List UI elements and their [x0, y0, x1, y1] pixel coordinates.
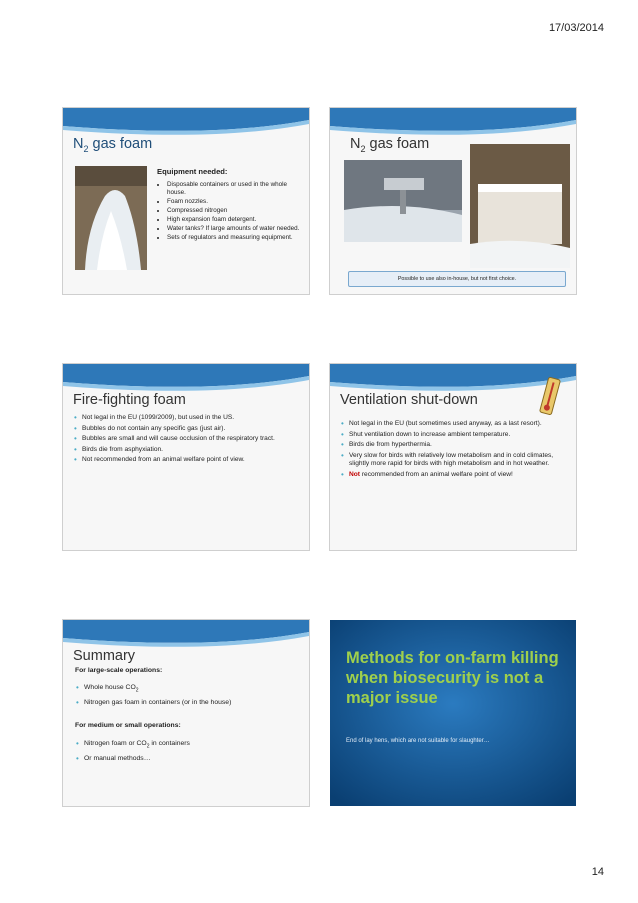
equipment-item: • Disposable containers or used in the whole house.	[167, 181, 305, 197]
equipment-item: • High expansion foam detergent.	[167, 216, 305, 224]
slide-header-swoosh	[330, 108, 576, 138]
slide-header-swoosh	[63, 620, 309, 650]
list-item: • Bubbles are small and will cause occlusion of the respiratory tract.	[73, 435, 303, 444]
medium-small-heading: For medium or small operations:	[75, 722, 181, 729]
list-item: • Birds die from hyperthermia.	[340, 441, 570, 450]
list-item: • Shut ventilation down to increase ambient temperature.	[340, 431, 570, 440]
foam-nozzle-photo	[344, 160, 462, 242]
large-scale-list	[75, 684, 231, 712]
slide-n2-gas-foam-photos	[330, 108, 576, 294]
bullet-list	[340, 420, 570, 482]
list-item: • Not legal in the EU (1099/2009), but used in the US.	[73, 414, 303, 423]
list-item-emphasis: • Not recommended from an animal welfare point of view!	[340, 471, 570, 480]
foam-pouring-photo	[75, 166, 147, 270]
slide-title: Summary	[73, 648, 136, 664]
slide-title: Ventilation shut-down	[340, 392, 478, 408]
slide-n2-gas-foam-equipment	[63, 108, 309, 294]
section-title: Methods for on-farm killing when biosecurity is not a major issue	[346, 649, 559, 707]
slide-ventilation-shut-down	[330, 364, 576, 550]
slide-title: $N_2$ gas foam	[73, 136, 153, 154]
slide-title: $N_2$ gas foam	[350, 136, 430, 154]
slide-section-title	[330, 620, 576, 806]
equipment-item: • Sets of regulators and measuring equipment.	[167, 234, 305, 242]
slide-title: Fire-fighting foam	[73, 392, 186, 408]
slide-header-swoosh	[63, 108, 309, 138]
equipment-heading: Equipment needed:	[157, 167, 228, 176]
large-scale-heading: For large-scale operations:	[75, 667, 163, 674]
slide-fire-fighting-foam	[63, 364, 309, 550]
list-item: • Bubbles do not contain any specific gas (just air).	[73, 425, 303, 434]
list-item: • Or manual methods…	[75, 755, 190, 763]
bullet-list	[73, 414, 303, 467]
list-item: • Not legal in the EU (but sometimes used anyway, as a last resort).	[340, 420, 570, 429]
page-number: 14	[591, 866, 604, 878]
medium-small-list	[75, 740, 190, 768]
thermometer-icon	[536, 376, 564, 416]
list-item: • Not recommended from an animal welfare point of view.	[73, 456, 303, 465]
list-item: • Nitrogen foam or $CO_2$ in containers	[75, 740, 190, 750]
section-subtitle: End of lay hens, which are not suitable for slaughter…	[346, 738, 490, 744]
equipment-item: • Water tanks? If large amounts of water needed.	[167, 225, 305, 233]
list-item: • Nitrogen gas foam in containers (or in the house)	[75, 699, 231, 707]
page-date: 17/03/2014	[548, 22, 604, 34]
equipment-list	[157, 168, 305, 243]
foam-containers-photo	[470, 144, 570, 268]
slide-summary	[63, 620, 309, 806]
list-item: • Birds die from asphyxiation.	[73, 446, 303, 455]
equipment-item: • Compressed nitrogen	[167, 207, 305, 215]
slide-header-swoosh	[63, 364, 309, 394]
equipment-item: • Foam nozzles.	[167, 198, 305, 206]
list-item: • Whole house $CO_2$	[75, 684, 231, 694]
note-box: Possible to use also in-house, but not first choice.	[348, 271, 566, 287]
list-item: • Very slow for birds with relatively low metabolism and in cold climates, slightly more rapid for birds with high metabolism and in hot weather.	[340, 452, 570, 469]
